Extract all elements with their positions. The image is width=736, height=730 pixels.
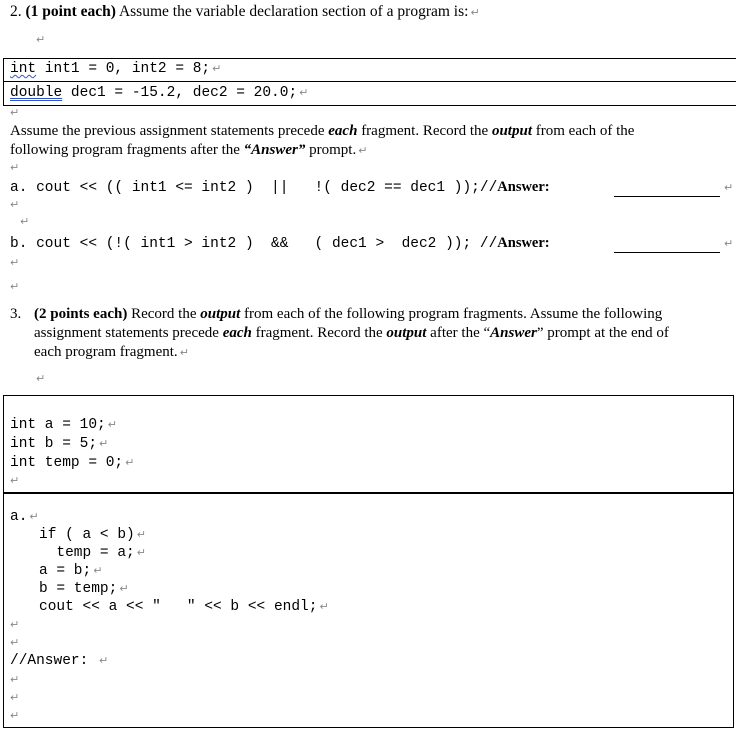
q3-decl-2: int b = 5; ↵ [10,436,109,452]
answer-label: //Answer: ↵ [10,653,109,669]
paragraph-mark-icon: ↵ [724,237,734,250]
code-line-3: a = b; ↵ [39,563,103,579]
q2-decl-line-2: double dec1 = -15.2, dec2 = 20.0; ↵ [10,85,309,101]
paragraph-mark-icon: ↵ [10,280,20,293]
q2-number: 2. [10,3,22,20]
paragraph-mark-icon: ↵ [20,215,30,228]
q3-line-2: assignment statements precede each fragment. Record the output after the “Answer” prompt at the end of [34,325,669,341]
answer-blank-a[interactable] [614,182,720,202]
paragraph-mark-icon: ↵ [36,372,46,385]
paragraph-mark-icon: ↵ [36,33,46,46]
q3-declaration-box [3,395,734,494]
paragraph-mark-icon: ↵ [10,161,20,174]
divider [3,81,736,82]
paragraph-mark-icon: ↵ [10,636,20,649]
q2-prompt: Assume the variable declaration section of a program is: [118,3,469,20]
paragraph-mark-icon: ↵ [10,618,20,631]
q2-item-a: a. cout << (( int1 <= int2 ) || !( dec2 == dec1 ));//Answer: [10,179,550,196]
paragraph-mark-icon: ↵ [10,691,20,704]
paragraph-mark-icon: ↵ [10,106,20,119]
q3-decl-3: int temp = 0; ↵ [10,455,135,471]
q3-number: 3. [10,306,22,322]
paragraph-mark-icon: ↵ [10,198,20,211]
code-line-2: temp = a; ↵ [39,545,146,561]
paragraph-mark-icon: ↵ [10,474,20,487]
paragraph-mark-icon: ↵ [10,256,20,269]
answer-blank-b[interactable] [614,238,720,258]
q2-instructions-line-1: Assume the previous assignment statements precede each fragment. Record the output from each of the [10,123,635,139]
q3-line-1: (2 points each) Record the output from each of the following program fragments. Assume the following [34,306,663,322]
q2-item-b: b. cout << (!( int1 > int2 ) && ( dec1 > dec2 )); //Answer: [10,235,550,252]
q2-points: (1 point each) [25,3,116,20]
paragraph-mark-icon: ↵ [10,673,20,686]
code-line-1: if ( a < b) ↵ [39,527,146,543]
q3-line-3: each program fragment. ↵ [34,344,189,360]
fragment-label: a. ↵ [10,509,39,525]
paragraph-mark-icon: ↵ [470,6,480,19]
code-line-5: cout << a << " " << b << endl; ↵ [39,599,329,615]
q2-decl-line-1: int int1 = 0, int2 = 8; ↵ [10,61,222,77]
q2-instructions-line-2: following program fragments after the “Answer” prompt. ↵ [10,142,368,158]
q3-decl-1: int a = 10; ↵ [10,417,117,433]
q2-heading [10,3,480,21]
paragraph-mark-icon: ↵ [10,709,20,722]
code-line-4: b = temp; ↵ [39,581,129,597]
paragraph-mark-icon: ↵ [724,181,734,194]
